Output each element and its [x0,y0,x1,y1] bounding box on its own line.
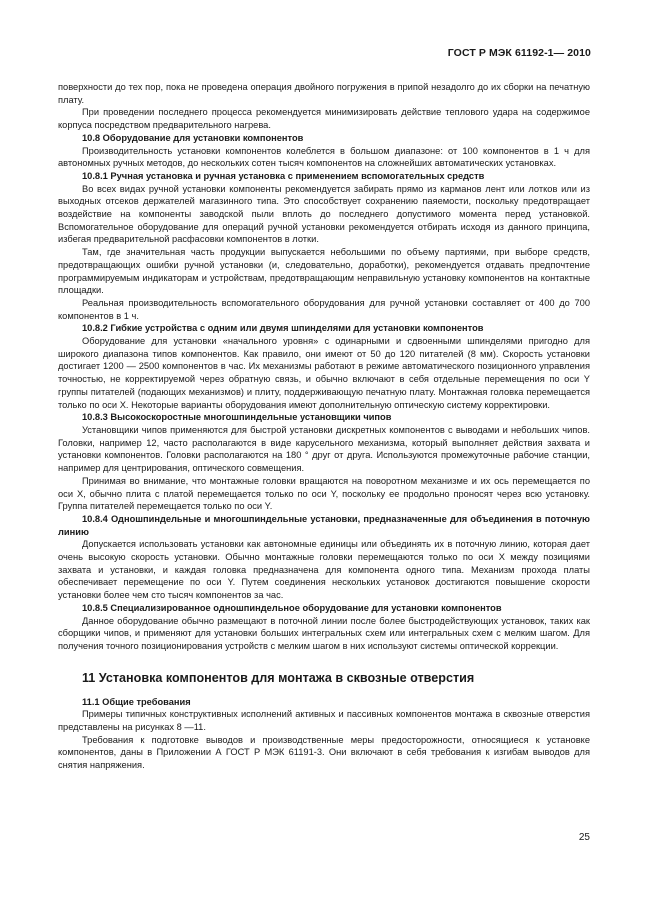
section-heading-10-8-5: 10.8.5 Специализированное одношпиндельное оборудование для установки компонентов [82,602,502,613]
page-header: ГОСТ Р МЭК 61192-1— 2010 [447,47,591,59]
section-heading-10-8: 10.8 Оборудование для установки компонентов [82,132,304,143]
section-heading-10-8-1: 10.8.1 Ручная установка и ручная установка с применением вспомогательных средств [82,170,485,181]
paragraph: Производительность установки компонентов колеблется в большом диапазоне: от 100 компонентов в 1 ч для автономных ручных методов, до нескольких сотен тысяч компонентов на сложнейших автоматических установках. [58,145,590,169]
section-heading-10-8-4: 10.8.4 Одношпиндельные и многошпиндельные установки, предназначенные для объединения в поточную линию [58,513,590,537]
section-heading-11: 11 Установка компонентов для монтажа в сквозные отверстия [82,670,475,685]
paragraph: Реальная производительность вспомогательного оборудования для ручной установки составляет от 400 до 700 компонентов в 1 ч. [58,297,590,321]
paragraph: Принимая во внимание, что монтажные головки вращаются на поворотном механизме и их ось перемещается по оси X, обычно плита с платой перемещается только по оси Y, поскольку ее продольно проносят через всю установку. Группа питателей перемещается только по оси Y. [58,475,590,512]
page-body [58,81,590,772]
paragraph: Требования к подготовке выводов и производственные меры предосторожности, относящиеся к установке компонентов, даны в Приложении А ГОСТ Р МЭК 61191-3. Они включают в себя требования к изгибам выводов для снятия напряжения. [58,734,590,771]
section-heading-11-1: 11.1 Общие требования [82,696,191,707]
paragraph: Примеры типичных конструктивных исполнений активных и пассивных компонентов монтажа в сквозные отверстия представлены на рисунках 8 —11. [58,709,590,733]
section-heading-10-8-3: 10.8.3 Высокоскоростные многошпиндельные установщики чипов [82,412,392,423]
paragraph: Установщики чипов применяются для быстрой установки дискретных компонентов с выводами и небольших чипов. Головки, например 12, часто располагаются в виде карусельного механизма, который выполняет действия захвата и установки компонентов. Головки располагаются на 180 ° друг от друга. Используются промежуточные рабочие станции, например для центрирования, оптического совмещения. [58,424,590,474]
paragraph: Во всех видах ручной установки компоненты рекомендуется забирать прямо из карманов лент или лотков или из выходных отсеков держателей магазинного типа. Это способствует сохранению паяемости, поскольку предотвращает воздействие на компоненты заводской пыли вплоть до последнего допустимого момента перед установкой. Вспомогательное оборудование для операций ручной установки рекомендуется отбирать исходя из данного принципа, избегая предварительной расфасовки компонентов в лотки. [58,183,590,245]
paragraph: Допускается использовать установки как автономные единицы или объединять их в поточную линию, которая дает очень высокую скорость установки. Обычно монтажные головки перемещаются только по оси X между позициями захвата и установки, и каждая головка предназначена для компонента одного типа. Механизм прохода платы обеспечивает перемещение по оси Y. Путем соединения нескольких установок достигаются повышение скорости установки более чем сто тысяч компонентов за час. [58,539,590,601]
page-number: 25 [578,832,590,843]
paragraph: Оборудование для установки «начального уровня» с одинарными и сдвоенными шпинделями пригодно для широкого диапазона типов компонентов. Как правило, они имеют от 50 до 120 питателей (8 мм). Скорость установки достигает 1200 — 2500 компонентов в час. Их механизмы работают в режиме автоматического позиционного управления точностью, не корректируемой через обратную связь, и обычно включают в себя отдельные перемещения по оси Y группы питателей (подающих механизмов) и плиту, поддерживающую печатную плату. Монтажная головка перемещается только по оси X. Некоторые варианты оборудования имеют дополнительную оптическую систему корректировки. [58,336,590,410]
paragraph: Там, где значительная часть продукции выпускается небольшими по объему партиями, при выборе средств, предотвращающих ошибки ручной установки (и, следовательно, доработки), рекомендуется отдавать предпочтение программируемым индикаторам и устройствам, предотвращающим неправильную установку компонентов на контактные площадки. [58,247,590,296]
paragraph: Данное оборудование обычно размещают в поточной линии после более быстродействующих установок, таких как сборщики чипов, и применяют для установки больших интегральных схем или интегральных схем с мелким шагом. Для получения точного позиционирования устройств с мелким шагом в них используют системы оптической коррекции. [58,615,590,651]
paragraph: При проведении последнего процесса рекомендуется минимизировать действие теплового удара на содержимое корпуса посредством предварительного нагрева. [58,107,590,131]
paragraph: поверхности до тех пор, пока не проведена операция двойного погружения в припой незадолго до их сборки на печатную плату. [58,82,590,105]
section-heading-10-8-2: 10.8.2 Гибкие устройства с одним или двумя шпинделями для установки компонентов [82,323,484,334]
